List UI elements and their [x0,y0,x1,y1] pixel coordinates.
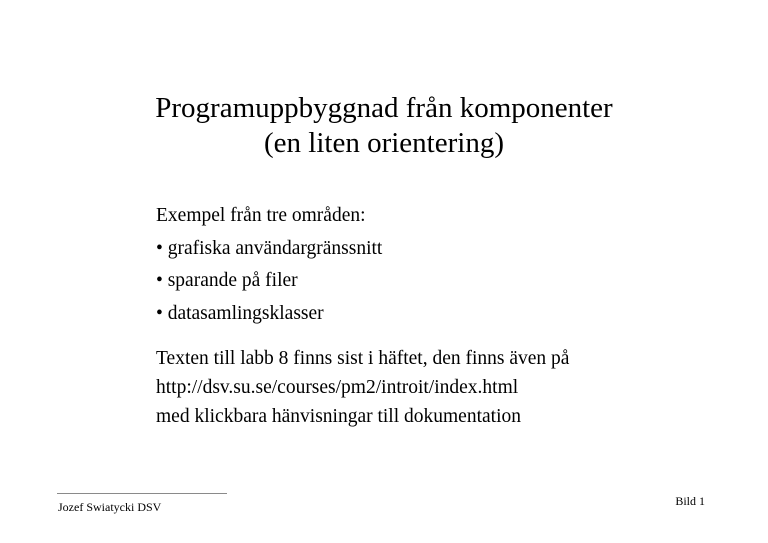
slide-subtitle: (en liten orientering) [264,127,504,159]
note-line: med klickbara hänvisningar till dokumentation [156,406,521,427]
examples-heading: Exempel från tre områden: [156,205,366,226]
bullet-item: • sparande på filer [156,270,298,291]
footer-author: Jozef Swiatycki DSV [58,500,162,514]
footer-divider [57,493,227,494]
note-line: Texten till labb 8 finns sist i häftet, den finns även på [156,348,570,369]
examples-section [156,200,382,330]
bullet-item: • grafiska användargränssnitt [156,237,383,259]
note-url: http://dsv.su.se/courses/pm2/introit/index.html [156,377,519,398]
bullet-item: • datasamlingsklasser [156,302,324,324]
lab-note [156,344,569,431]
slide-title: Programuppbyggnad från komponenter [155,92,613,124]
page-number: Bild 1 [675,494,705,508]
